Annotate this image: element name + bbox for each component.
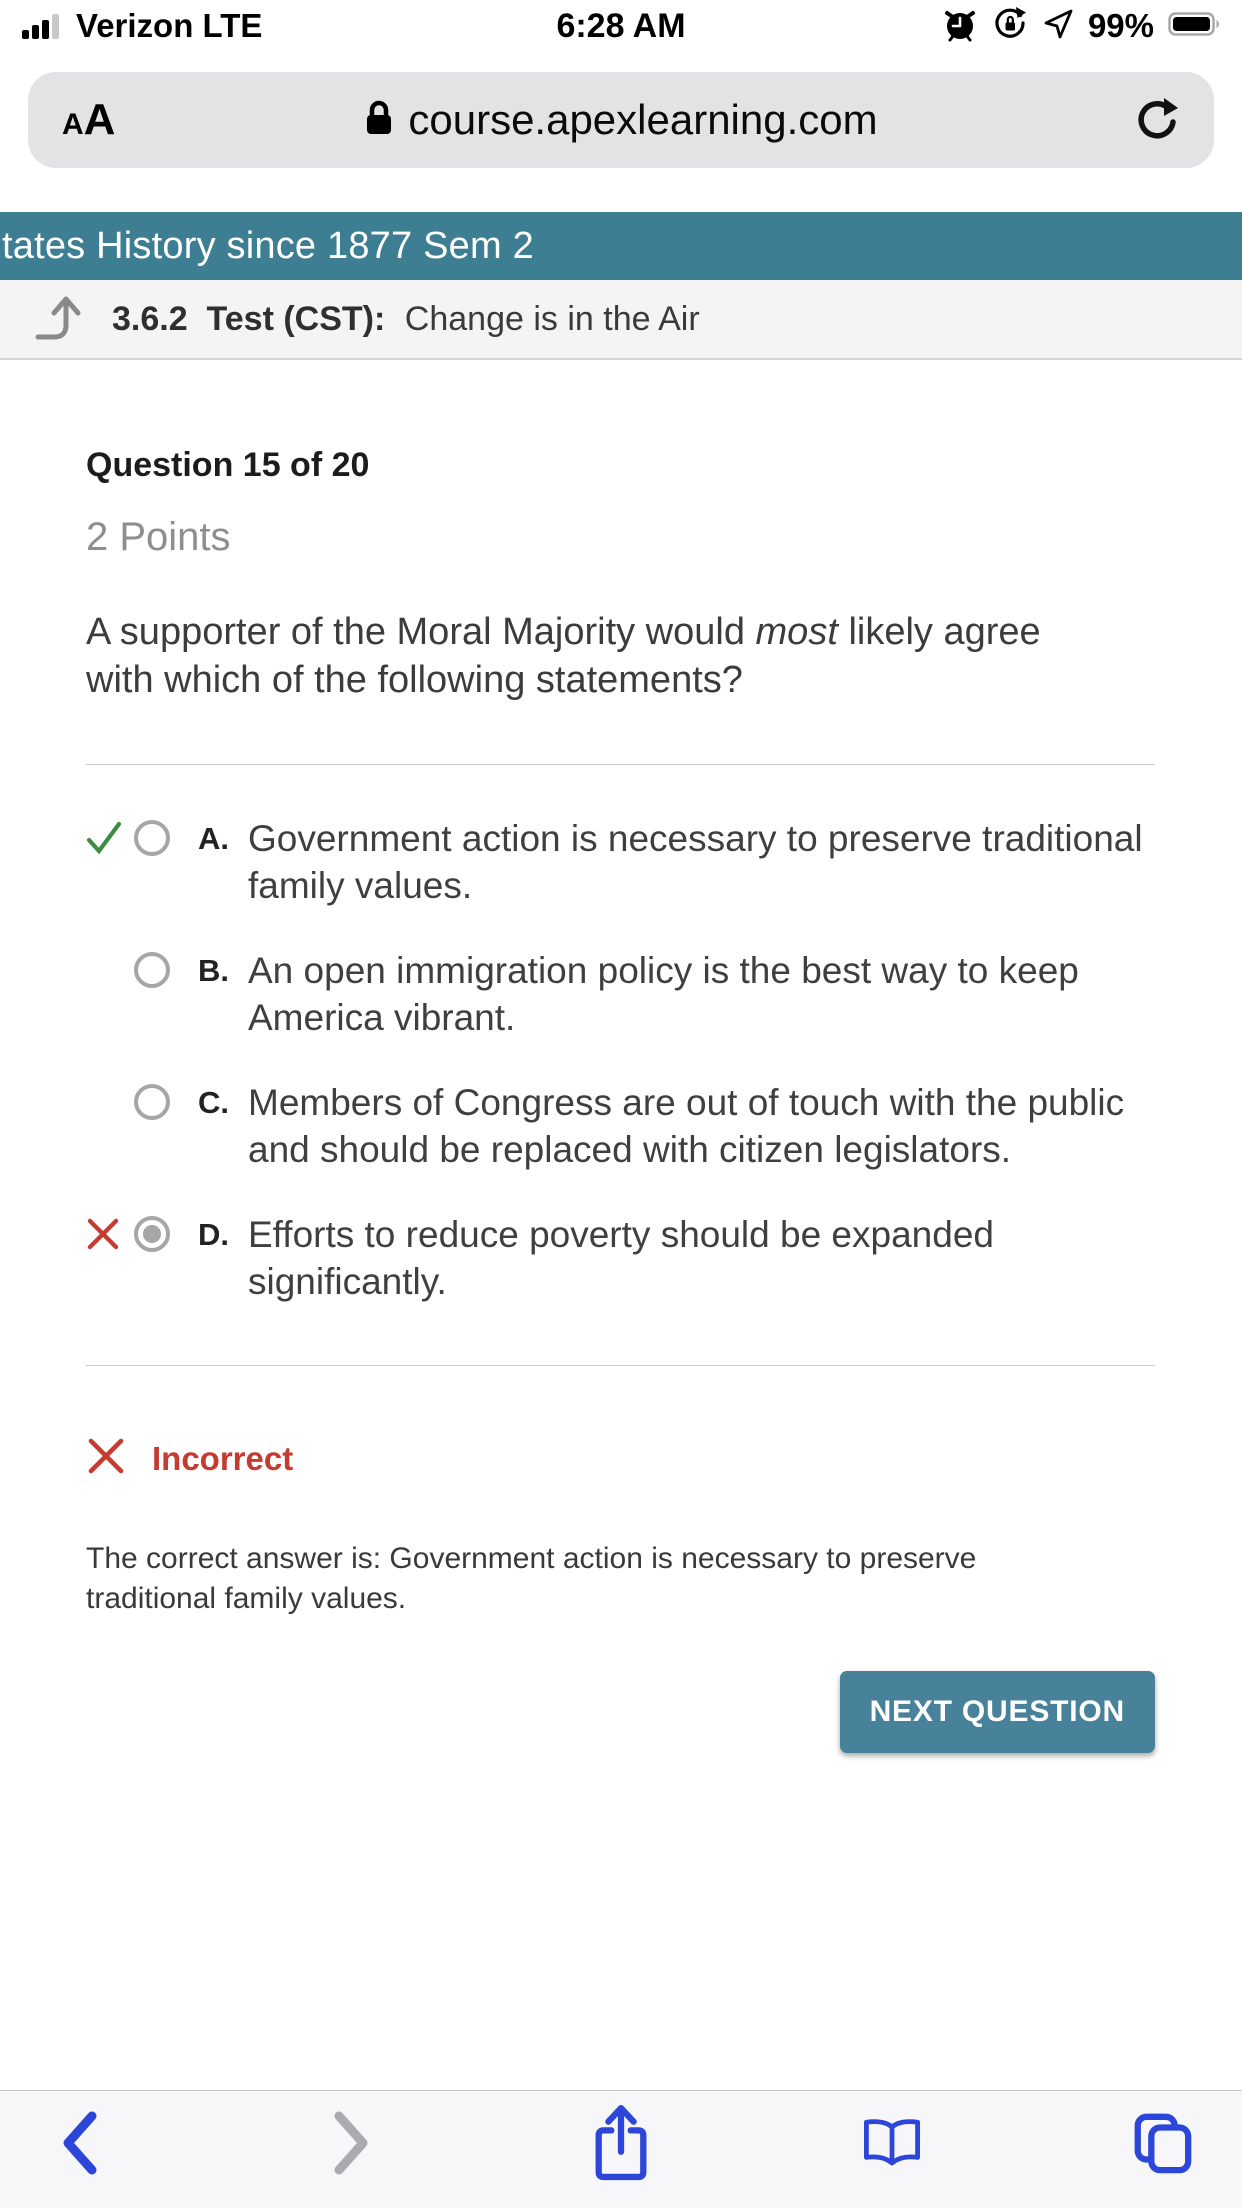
correct-check-icon xyxy=(86,815,134,861)
option-text: Government action is necessary to preserve traditional family values. xyxy=(248,818,1143,906)
battery-icon xyxy=(1168,12,1220,41)
carrier-label: Verizon LTE xyxy=(76,6,263,44)
feedback-header xyxy=(86,1436,1155,1481)
lesson-code: 3.6.2 xyxy=(112,299,188,338)
status-bar xyxy=(0,0,1242,52)
radio-option-a[interactable] xyxy=(134,820,170,856)
radio-option-d[interactable] xyxy=(134,1216,170,1252)
incorrect-x-icon xyxy=(86,1436,126,1481)
feedback-detail: The correct answer is: Government action is necessary to preserve traditional family values. xyxy=(86,1542,977,1615)
option-row-c[interactable] xyxy=(86,1079,1155,1173)
orientation-lock-icon xyxy=(992,6,1028,47)
quiz-content xyxy=(0,360,1242,2090)
question-points: 2 Points xyxy=(86,515,231,559)
browser-toolbar xyxy=(0,2090,1242,2208)
address-bar[interactable] xyxy=(28,72,1214,168)
back-button[interactable] xyxy=(48,2110,112,2176)
lesson-name: Change is in the Air xyxy=(404,299,700,338)
question-counter: Question 15 of 20 xyxy=(86,446,370,484)
radio-option-b[interactable] xyxy=(134,952,170,988)
option-row-a[interactable] xyxy=(86,815,1155,909)
option-row-d[interactable] xyxy=(86,1211,1155,1305)
radio-option-c[interactable] xyxy=(134,1084,170,1120)
exit-arrow-icon[interactable] xyxy=(30,289,82,350)
marker-placeholder xyxy=(86,1079,134,1125)
option-letter: C. xyxy=(198,1085,229,1120)
reader-mode-button[interactable]: A A xyxy=(62,95,116,144)
url-text: course.apexlearning.com xyxy=(408,96,878,143)
option-letter: D. xyxy=(198,1217,229,1252)
browser-chrome xyxy=(0,52,1242,212)
option-letter: B. xyxy=(198,953,229,988)
signal-bars-icon xyxy=(22,12,64,44)
divider xyxy=(86,1365,1155,1366)
lesson-title xyxy=(112,300,700,339)
next-question-button[interactable]: NEXT QUESTION xyxy=(840,1671,1155,1753)
option-letter: A. xyxy=(198,821,229,856)
answer-options xyxy=(86,815,1155,1305)
divider xyxy=(86,764,1155,765)
question-text: A supporter of the Moral Majority would most likely agree with which of the following statements? xyxy=(86,611,1041,701)
refresh-button[interactable] xyxy=(1134,96,1180,144)
lesson-bar xyxy=(0,280,1242,360)
option-row-b[interactable] xyxy=(86,947,1155,1041)
bookmarks-icon[interactable] xyxy=(860,2110,924,2176)
option-text: Members of Congress are out of touch with the public and should be replaced with citizen legislators. xyxy=(248,1082,1125,1170)
forward-button[interactable] xyxy=(319,2110,383,2176)
course-header xyxy=(0,212,1242,280)
clock-label: 6:28 AM xyxy=(556,6,686,45)
location-icon xyxy=(1042,8,1074,45)
lock-icon xyxy=(364,99,394,142)
option-text: An open immigration policy is the best way to keep America vibrant. xyxy=(248,950,1079,1038)
lesson-type: Test (CST): xyxy=(206,299,386,338)
battery-percent-label: 99% xyxy=(1087,7,1154,44)
tabs-icon[interactable] xyxy=(1130,2110,1194,2176)
marker-placeholder xyxy=(86,947,134,993)
incorrect-x-icon xyxy=(86,1211,134,1257)
course-title: tates History since 1877 Sem 2 xyxy=(2,224,534,267)
share-icon[interactable] xyxy=(589,2100,653,2186)
option-text: Efforts to reduce poverty should be expanded significantly. xyxy=(248,1214,994,1302)
alarm-icon xyxy=(942,6,978,47)
feedback-status: Incorrect xyxy=(152,1439,294,1477)
